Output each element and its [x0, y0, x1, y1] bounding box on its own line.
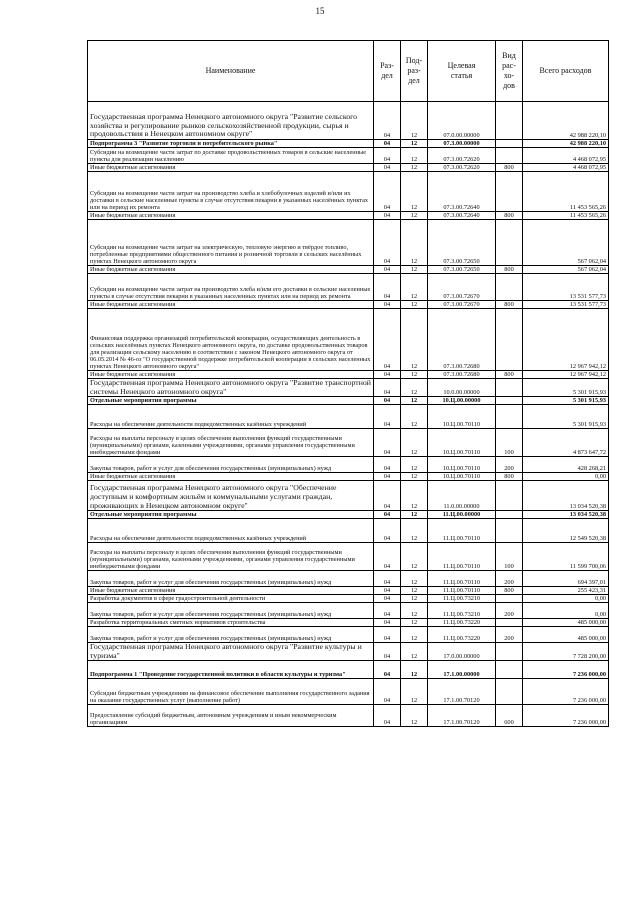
row-name: Финансовая поддержка организаций потребительской кооперации, осуществляющих деятельность в сельских населённых пунктах Ненецкого автономного округа, по доставке продовольственных товаров для реализации сельскому населению в соответствии с законом Ненецкого автономного округа от 06.05.2014 № 46-оз "О государственной поддержке потребительской кооперации в сельских населенных пунктах Ненецкого автономного округа"	[88, 309, 374, 371]
row-vid: 600	[496, 705, 523, 727]
row-target: 10.Ц.00.70110	[428, 473, 496, 481]
row-razdel: 04	[374, 266, 401, 274]
table-row	[88, 679, 609, 705]
row-podrazdel: 12	[401, 543, 428, 571]
row-podrazdel: 12	[401, 148, 428, 164]
row-total: 255 423,31	[523, 587, 609, 595]
row-vid	[496, 172, 523, 212]
row-podrazdel: 12	[401, 661, 428, 679]
row-razdel: 04	[374, 102, 401, 140]
row-razdel: 04	[374, 595, 401, 603]
table-row	[88, 371, 609, 379]
row-target: 07.3.00.72620	[428, 164, 496, 172]
row-total: 0,00	[523, 603, 609, 619]
row-razdel: 04	[374, 405, 401, 429]
row-podrazdel: 12	[401, 266, 428, 274]
table-row	[88, 220, 609, 266]
row-target: 10.Ц.00.70110	[428, 429, 496, 457]
row-vid	[496, 619, 523, 627]
row-razdel: 04	[374, 603, 401, 619]
table-row	[88, 627, 609, 643]
row-name: Расходы на обеспечение деятельности подведомственных казённых учреждений	[88, 519, 374, 543]
table-row	[88, 172, 609, 212]
header-target: Целевая статья	[428, 41, 496, 102]
row-razdel: 04	[374, 705, 401, 727]
page-number: 15	[315, 6, 325, 16]
row-vid: 200	[496, 627, 523, 643]
row-podrazdel: 12	[401, 429, 428, 457]
table-row	[88, 643, 609, 661]
row-name: Субсидии бюджетным учреждениям на финансовое обеспечение выполнения государственного задания на оказание государственных услуг (выполнение работ)	[88, 679, 374, 705]
row-razdel: 04	[374, 457, 401, 473]
row-razdel: 04	[374, 309, 401, 371]
table-row	[88, 603, 609, 619]
row-target: 11.Ц.00.73210	[428, 603, 496, 619]
row-target: 17.0.00.00000	[428, 643, 496, 661]
row-razdel: 04	[374, 627, 401, 643]
row-name: Иные бюджетные ассигнования	[88, 587, 374, 595]
row-podrazdel: 12	[401, 619, 428, 627]
row-total: 13 531 577,73	[523, 274, 609, 301]
row-total: 13 034 520,38	[523, 511, 609, 519]
row-total: 567 062,04	[523, 220, 609, 266]
row-vid: 800	[496, 587, 523, 595]
header-razdel: Раз- дел	[374, 41, 401, 102]
row-razdel: 04	[374, 220, 401, 266]
row-name: Разработка территориальных сметных нормативов строительства	[88, 619, 374, 627]
row-total: 7 236 000,00	[523, 661, 609, 679]
table-row	[88, 397, 609, 405]
header-podrazdel: Под- раз- дел	[401, 41, 428, 102]
row-total: 4 468 072,95	[523, 164, 609, 172]
row-vid	[496, 661, 523, 679]
budget-table	[87, 40, 609, 727]
row-podrazdel: 12	[401, 301, 428, 309]
row-total: 12 549 520,38	[523, 519, 609, 543]
row-target: 11.Ц.00.73210	[428, 595, 496, 603]
row-podrazdel: 12	[401, 473, 428, 481]
row-name: Субсидии на возмещение части затрат на производство хлеба и хлебобулочных изделий и/или их доставки в сельские населенные пункты в случае отсутствия пекарни в указанных населённых пунктах или на период их ремонта	[88, 172, 374, 212]
table-row	[88, 429, 609, 457]
row-name: Иные бюджетные ассигнования	[88, 266, 374, 274]
row-podrazdel: 12	[401, 603, 428, 619]
row-vid	[496, 405, 523, 429]
row-razdel: 04	[374, 661, 401, 679]
row-podrazdel: 12	[401, 172, 428, 212]
row-vid: 200	[496, 571, 523, 587]
table-row	[88, 595, 609, 603]
row-target: 07.3.00.72680	[428, 309, 496, 371]
row-total: 5 301 915,93	[523, 397, 609, 405]
row-target: 11.Ц.00.70110	[428, 587, 496, 595]
row-target: 11.Ц.00.70110	[428, 571, 496, 587]
row-name: Подпрограмма 3 "Развитие торговли и потребительского рынка"	[88, 140, 374, 148]
row-name: Государственная программа Ненецкого автономного округа "Развитие культуры и туризма"	[88, 643, 374, 661]
row-vid	[496, 511, 523, 519]
row-target: 11.Ц.00.73220	[428, 627, 496, 643]
row-total: 12 967 942,12	[523, 371, 609, 379]
table-row	[88, 212, 609, 220]
row-name: Иные бюджетные ассигнования	[88, 371, 374, 379]
row-vid: 200	[496, 603, 523, 619]
row-name: Иные бюджетные ассигнования	[88, 301, 374, 309]
row-target: 17.1.00.00000	[428, 661, 496, 679]
row-razdel: 04	[374, 164, 401, 172]
row-total: 4 873 647,72	[523, 429, 609, 457]
row-name: Подпрограмма 1 "Проведение государственной политики в области культуры и туризма"	[88, 661, 374, 679]
header-vid: Вид рас- хо- дов	[496, 41, 523, 102]
row-podrazdel: 12	[401, 220, 428, 266]
table-row	[88, 705, 609, 727]
row-total: 428 268,21	[523, 457, 609, 473]
row-vid: 100	[496, 429, 523, 457]
row-target: 07.3.00.72650	[428, 220, 496, 266]
row-name: Государственная программа Ненецкого автономного округа "Обеспечение доступным и комфортным жильём и коммунальными услугами граждан, проживающих в Ненецком автономном округе"	[88, 481, 374, 511]
row-vid	[496, 220, 523, 266]
row-target: 17.1.00.70120	[428, 679, 496, 705]
row-total: 11 599 700,06	[523, 543, 609, 571]
row-vid: 800	[496, 371, 523, 379]
row-podrazdel: 12	[401, 164, 428, 172]
table-row	[88, 266, 609, 274]
row-podrazdel: 12	[401, 595, 428, 603]
row-target: 07.3.00.72620	[428, 148, 496, 164]
table-row	[88, 379, 609, 397]
row-vid: 800	[496, 266, 523, 274]
row-target: 11.Ц.00.70110	[428, 543, 496, 571]
row-podrazdel: 12	[401, 405, 428, 429]
row-podrazdel: 12	[401, 371, 428, 379]
table-row	[88, 519, 609, 543]
table-row	[88, 405, 609, 429]
row-name: Закупка товаров, работ и услуг для обеспечения государственных (муниципальных) нужд	[88, 627, 374, 643]
header-total: Всего расходов	[523, 41, 609, 102]
table-row	[88, 661, 609, 679]
table-row	[88, 543, 609, 571]
row-razdel: 04	[374, 172, 401, 212]
row-vid	[496, 148, 523, 164]
row-total: 7 728 200,00	[523, 643, 609, 661]
row-total: 11 453 565,26	[523, 212, 609, 220]
row-vid: 800	[496, 212, 523, 220]
row-razdel: 04	[374, 148, 401, 164]
row-total: 7 236 000,00	[523, 679, 609, 705]
row-name: Субсидии на возмещение части затрат на производство хлеба и/или его доставки в сельские населенные пункты в случае отсутствия пекарни в указанных населенных пунктах или на период их ремонта	[88, 274, 374, 301]
row-total: 4 468 072,95	[523, 148, 609, 164]
row-podrazdel: 12	[401, 587, 428, 595]
row-name: Государственная программа Ненецкого автономного округа "Развитие транспортной системы Ненецкого автономного округа"	[88, 379, 374, 397]
row-total: 485 000,00	[523, 619, 609, 627]
table-row	[88, 148, 609, 164]
row-total: 13 531 577,73	[523, 301, 609, 309]
row-vid	[496, 519, 523, 543]
row-razdel: 04	[374, 643, 401, 661]
row-razdel: 04	[374, 371, 401, 379]
row-razdel: 04	[374, 473, 401, 481]
row-total: 567 062,04	[523, 266, 609, 274]
row-target: 10.Ц.00.70110	[428, 405, 496, 429]
row-podrazdel: 12	[401, 274, 428, 301]
row-name: Закупка товаров, работ и услуг для обеспечения государственных (муниципальных) нужд	[88, 603, 374, 619]
row-target: 11.Ц.00.70110	[428, 519, 496, 543]
row-razdel: 04	[374, 679, 401, 705]
row-total: 13 034 520,38	[523, 481, 609, 511]
row-target: 07.3.00.72640	[428, 212, 496, 220]
row-name: Иные бюджетные ассигнования	[88, 212, 374, 220]
table-body	[88, 102, 609, 727]
row-total: 0,00	[523, 595, 609, 603]
row-vid	[496, 274, 523, 301]
row-podrazdel: 12	[401, 379, 428, 397]
row-podrazdel: 12	[401, 511, 428, 519]
row-total: 42 988 220,10	[523, 140, 609, 148]
row-name: Субсидии на возмещение части затрат на электрическую, тепловую энергию и твёрдое топливо, потребленные предприятиями общественного питания и розничной торговли в сельских населённых пунктах Ненецкого автономного округа	[88, 220, 374, 266]
table-row	[88, 102, 609, 140]
row-razdel: 04	[374, 587, 401, 595]
row-vid	[496, 643, 523, 661]
row-vid	[496, 309, 523, 371]
row-podrazdel: 12	[401, 679, 428, 705]
row-target: 07.0.00.00000	[428, 102, 496, 140]
row-vid	[496, 595, 523, 603]
row-podrazdel: 12	[401, 140, 428, 148]
row-vid	[496, 397, 523, 405]
row-total: 485 000,00	[523, 627, 609, 643]
table-row	[88, 587, 609, 595]
row-razdel: 04	[374, 571, 401, 587]
row-name: Отдельные мероприятия программы	[88, 511, 374, 519]
row-total: 694 397,01	[523, 571, 609, 587]
row-razdel: 04	[374, 481, 401, 511]
row-razdel: 04	[374, 301, 401, 309]
table-row	[88, 457, 609, 473]
table-row	[88, 571, 609, 587]
row-podrazdel: 12	[401, 705, 428, 727]
row-name: Иные бюджетные ассигнования	[88, 473, 374, 481]
row-podrazdel: 12	[401, 643, 428, 661]
row-target: 10.Ц.00.00000	[428, 397, 496, 405]
row-target: 07.3.00.72650	[428, 266, 496, 274]
row-target: 10.Ц.00.70110	[428, 457, 496, 473]
row-name: Закупка товаров, работ и услуг для обеспечения государственных (муниципальных) нужд	[88, 457, 374, 473]
row-target: 07.3.00.72640	[428, 172, 496, 212]
row-podrazdel: 12	[401, 627, 428, 643]
row-target: 07.3.00.72670	[428, 301, 496, 309]
row-name: Иные бюджетные ассигнования	[88, 164, 374, 172]
row-podrazdel: 12	[401, 481, 428, 511]
header-name: Наименование	[88, 41, 374, 102]
row-vid	[496, 102, 523, 140]
table-header	[88, 41, 609, 102]
row-target: 07.3.00.00000	[428, 140, 496, 148]
table-row	[88, 511, 609, 519]
row-total: 0,00	[523, 473, 609, 481]
row-vid: 200	[496, 457, 523, 473]
row-podrazdel: 12	[401, 102, 428, 140]
row-razdel: 04	[374, 397, 401, 405]
row-name: Закупка товаров, работ и услуг для обеспечения государственных (муниципальных) нужд	[88, 571, 374, 587]
row-podrazdel: 12	[401, 397, 428, 405]
row-name: Расходы на выплаты персоналу в целях обеспечения выполнения функций государственными (муниципальными) органами, казенными учреждениями, органами управления государственными внебюджетными фондами	[88, 543, 374, 571]
row-name: Разработка документов в сфере градостроительной деятельности	[88, 595, 374, 603]
row-razdel: 04	[374, 379, 401, 397]
row-total: 5 301 915,93	[523, 379, 609, 397]
row-target: 17.1.00.70120	[428, 705, 496, 727]
row-name: Предоставление субсидий бюджетным, автономным учреждениям и иным некоммерческим организациям	[88, 705, 374, 727]
table-row	[88, 473, 609, 481]
row-vid	[496, 140, 523, 148]
row-name: Расходы на выплаты персоналу в целях обеспечения выполнения функций государственными (муниципальными) органами, казенными учреждениями, органами управления государственными внебюджетными фондами	[88, 429, 374, 457]
row-podrazdel: 12	[401, 309, 428, 371]
row-vid: 800	[496, 164, 523, 172]
table-row	[88, 481, 609, 511]
row-total: 11 453 565,26	[523, 172, 609, 212]
row-name: Государственная программа Ненецкого автономного округа "Развитие сельского хозяйства и регулирование рынков сельскохозяйственной продукции, сырья и продовольствия в Ненецком автономном округе"	[88, 102, 374, 140]
row-vid: 800	[496, 473, 523, 481]
row-vid	[496, 679, 523, 705]
row-razdel: 04	[374, 519, 401, 543]
row-vid: 100	[496, 543, 523, 571]
row-total: 12 967 942,12	[523, 309, 609, 371]
row-razdel: 04	[374, 274, 401, 301]
row-razdel: 04	[374, 619, 401, 627]
row-target: 11.0.00.00000	[428, 481, 496, 511]
row-podrazdel: 12	[401, 212, 428, 220]
row-vid	[496, 379, 523, 397]
row-target: 07.3.00.72670	[428, 274, 496, 301]
row-name: Расходы на обеспечение деятельности подведомственных казённых учреждений	[88, 405, 374, 429]
row-vid	[496, 481, 523, 511]
row-target: 10.0.00.00000	[428, 379, 496, 397]
row-total: 5 301 915,93	[523, 405, 609, 429]
row-target: 07.3.00.72680	[428, 371, 496, 379]
row-podrazdel: 12	[401, 519, 428, 543]
table-row	[88, 140, 609, 148]
row-total: 7 236 000,00	[523, 705, 609, 727]
row-podrazdel: 12	[401, 457, 428, 473]
row-vid: 800	[496, 301, 523, 309]
row-total: 42 988 220,10	[523, 102, 609, 140]
table-row	[88, 619, 609, 627]
row-razdel: 04	[374, 140, 401, 148]
table-row	[88, 164, 609, 172]
row-razdel: 04	[374, 543, 401, 571]
row-name: Отдельные мероприятия программы	[88, 397, 374, 405]
row-podrazdel: 12	[401, 571, 428, 587]
table-row	[88, 309, 609, 371]
row-target: 11.Ц.00.73220	[428, 619, 496, 627]
row-razdel: 04	[374, 212, 401, 220]
row-razdel: 04	[374, 511, 401, 519]
row-target: 11.Ц.00.00000	[428, 511, 496, 519]
row-razdel: 04	[374, 429, 401, 457]
table-row	[88, 274, 609, 301]
table-row	[88, 301, 609, 309]
row-name: Субсидии на возмещение части затрат по доставке продовольственных товаров в сельские населенные пункты для реализации населению	[88, 148, 374, 164]
